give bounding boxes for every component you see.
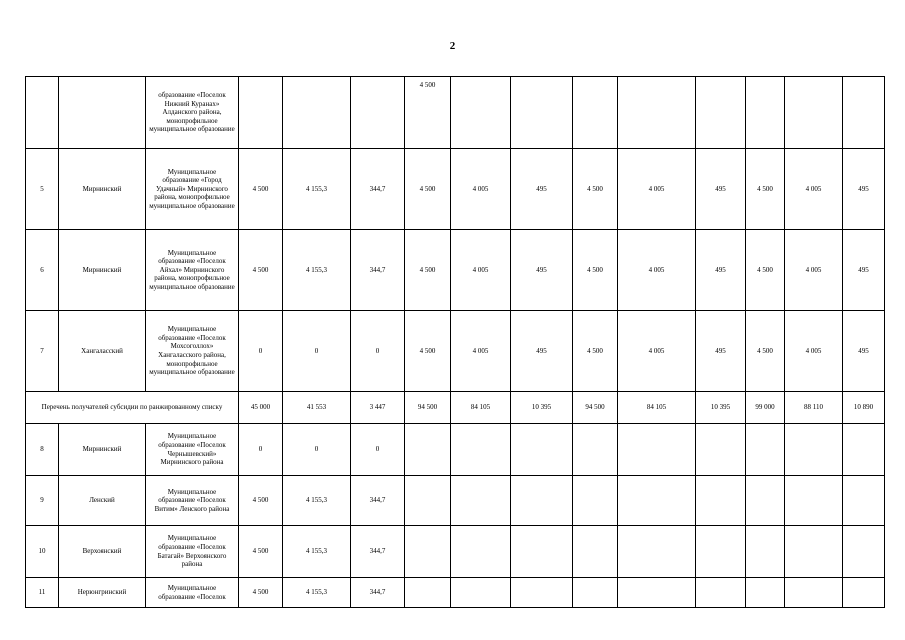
summary-value-cell: 41 553 bbox=[283, 392, 351, 424]
summary-row bbox=[26, 392, 885, 424]
value-cell: 4 005 bbox=[451, 311, 511, 392]
value-cell: 4 155,3 bbox=[283, 578, 351, 608]
region-cell: Мирнинский bbox=[59, 424, 146, 476]
summary-value-cell: 45 000 bbox=[239, 392, 283, 424]
value-cell: 4 005 bbox=[785, 149, 843, 230]
page-number: 2 bbox=[449, 40, 456, 52]
region-cell: Ленский bbox=[59, 476, 146, 526]
value-cell: 0 bbox=[351, 424, 405, 476]
value-cell: 344,7 bbox=[351, 476, 405, 526]
value-cell bbox=[785, 476, 843, 526]
value-cell bbox=[618, 424, 696, 476]
value-cell: 4 500 bbox=[573, 230, 618, 311]
value-cell: 0 bbox=[239, 311, 283, 392]
value-cell bbox=[511, 476, 573, 526]
municipality-cell: Муниципальное образование «Город Удачный» Мирнинского района, монопрофильное муниципальное образование bbox=[146, 149, 239, 230]
value-cell: 4 500 bbox=[239, 230, 283, 311]
value-cell: 4 005 bbox=[451, 230, 511, 311]
value-cell bbox=[511, 526, 573, 578]
value-cell bbox=[746, 526, 785, 578]
value-cell: 4 155,3 bbox=[283, 230, 351, 311]
summary-value-cell: 84 105 bbox=[451, 392, 511, 424]
municipality-cell: Муниципальное образование «Поселок Айхал» Мирнинского района, монопрофильное муниципальное образование bbox=[146, 230, 239, 311]
summary-value-cell: 94 500 bbox=[405, 392, 451, 424]
value-cell: 0 bbox=[239, 424, 283, 476]
summary-value-cell: 99 000 bbox=[746, 392, 785, 424]
value-cell bbox=[451, 424, 511, 476]
value-cell: 4 500 bbox=[405, 311, 451, 392]
value-cell: 4 500 bbox=[239, 476, 283, 526]
value-cell bbox=[746, 424, 785, 476]
summary-value-cell: 88 110 bbox=[785, 392, 843, 424]
row-number: 5 bbox=[26, 149, 59, 230]
value-cell bbox=[573, 578, 618, 608]
value-cell bbox=[618, 77, 696, 149]
value-cell: 4 500 bbox=[239, 578, 283, 608]
value-cell bbox=[843, 476, 885, 526]
table-row bbox=[26, 424, 885, 476]
value-cell bbox=[405, 526, 451, 578]
table-row bbox=[26, 77, 885, 149]
value-cell bbox=[696, 424, 746, 476]
value-cell bbox=[618, 526, 696, 578]
value-cell: 495 bbox=[843, 311, 885, 392]
value-cell bbox=[746, 476, 785, 526]
table-row bbox=[26, 311, 885, 392]
row-number: 6 bbox=[26, 230, 59, 311]
table-row bbox=[26, 476, 885, 526]
summary-value-cell: 10 395 bbox=[511, 392, 573, 424]
table-row bbox=[26, 149, 885, 230]
value-cell: 495 bbox=[696, 230, 746, 311]
value-cell: 495 bbox=[511, 230, 573, 311]
value-cell bbox=[511, 424, 573, 476]
summary-value-cell: 94 500 bbox=[573, 392, 618, 424]
summary-value-cell: 3 447 bbox=[351, 392, 405, 424]
region-cell: Нерюнгринский bbox=[59, 578, 146, 608]
row-number: 8 bbox=[26, 424, 59, 476]
value-cell: 495 bbox=[696, 311, 746, 392]
value-cell bbox=[511, 77, 573, 149]
value-cell bbox=[451, 77, 511, 149]
value-cell bbox=[405, 578, 451, 608]
value-cell bbox=[351, 77, 405, 149]
table-row bbox=[26, 578, 885, 608]
value-cell bbox=[785, 578, 843, 608]
value-cell bbox=[746, 578, 785, 608]
value-cell bbox=[451, 578, 511, 608]
value-cell bbox=[746, 77, 785, 149]
value-cell: 4 500 bbox=[746, 311, 785, 392]
value-cell bbox=[618, 476, 696, 526]
value-cell bbox=[843, 578, 885, 608]
value-cell: 4 500 bbox=[405, 230, 451, 311]
table-row bbox=[26, 230, 885, 311]
value-cell: 4 155,3 bbox=[283, 149, 351, 230]
value-cell bbox=[573, 476, 618, 526]
value-cell bbox=[451, 476, 511, 526]
value-cell: 4 005 bbox=[618, 230, 696, 311]
value-cell bbox=[785, 424, 843, 476]
value-cell: 495 bbox=[696, 149, 746, 230]
summary-value-cell: 84 105 bbox=[618, 392, 696, 424]
municipality-cell: Муниципальное образование «Поселок Чернышевский» Мирнинского района bbox=[146, 424, 239, 476]
value-cell bbox=[573, 424, 618, 476]
value-cell bbox=[785, 77, 843, 149]
municipality-cell: Муниципальное образование «Поселок Витим» Ленского района bbox=[146, 476, 239, 526]
value-cell: 4 500 bbox=[405, 149, 451, 230]
value-cell bbox=[618, 578, 696, 608]
value-cell bbox=[696, 526, 746, 578]
value-cell bbox=[843, 77, 885, 149]
value-cell bbox=[696, 476, 746, 526]
value-cell: 0 bbox=[283, 424, 351, 476]
region-cell: Верхоянский bbox=[59, 526, 146, 578]
region-cell: Мирнинский bbox=[59, 149, 146, 230]
value-cell bbox=[283, 77, 351, 149]
value-cell: 4 500 bbox=[573, 311, 618, 392]
value-cell: 4 005 bbox=[618, 149, 696, 230]
value-cell: 4 005 bbox=[618, 311, 696, 392]
value-cell: 4 005 bbox=[785, 311, 843, 392]
value-cell bbox=[696, 578, 746, 608]
value-cell: 495 bbox=[843, 230, 885, 311]
region-cell: Хангаласский bbox=[59, 311, 146, 392]
municipality-cell: Муниципальное образование «Поселок Мохсоголлох» Хангаласского района, монопрофильное муниципальное образование bbox=[146, 311, 239, 392]
value-cell: 495 bbox=[511, 149, 573, 230]
value-cell: 4 005 bbox=[451, 149, 511, 230]
value-cell bbox=[451, 526, 511, 578]
value-cell: 4 500 bbox=[746, 149, 785, 230]
row-number bbox=[26, 77, 59, 149]
value-cell bbox=[573, 526, 618, 578]
value-cell: 495 bbox=[511, 311, 573, 392]
value-cell: 344,7 bbox=[351, 578, 405, 608]
value-cell: 344,7 bbox=[351, 230, 405, 311]
value-cell bbox=[405, 424, 451, 476]
value-cell bbox=[405, 476, 451, 526]
value-cell: 4 500 bbox=[405, 77, 451, 149]
row-number: 7 bbox=[26, 311, 59, 392]
value-cell: 0 bbox=[351, 311, 405, 392]
value-cell bbox=[843, 424, 885, 476]
value-cell: 0 bbox=[283, 311, 351, 392]
municipality-cell: Муниципальное образование «Поселок Батагай» Верхоянского района bbox=[146, 526, 239, 578]
row-number: 9 bbox=[26, 476, 59, 526]
value-cell bbox=[239, 77, 283, 149]
subsidy-table bbox=[25, 76, 885, 608]
value-cell: 495 bbox=[843, 149, 885, 230]
value-cell: 4 500 bbox=[746, 230, 785, 311]
value-cell: 344,7 bbox=[351, 526, 405, 578]
summary-label: Перечень получателей субсидии по ранжированному списку bbox=[26, 392, 239, 424]
region-cell: Мирнинский bbox=[59, 230, 146, 311]
value-cell: 4 500 bbox=[239, 149, 283, 230]
value-cell: 4 005 bbox=[785, 230, 843, 311]
value-cell: 4 155,3 bbox=[283, 476, 351, 526]
region-cell bbox=[59, 77, 146, 149]
value-cell bbox=[696, 77, 746, 149]
value-cell bbox=[843, 526, 885, 578]
value-cell: 4 500 bbox=[573, 149, 618, 230]
value-cell: 4 500 bbox=[239, 526, 283, 578]
table-row bbox=[26, 526, 885, 578]
value-cell bbox=[785, 526, 843, 578]
value-cell bbox=[573, 77, 618, 149]
municipality-cell: Муниципальное образование «Поселок bbox=[146, 578, 239, 608]
summary-value-cell: 10 890 bbox=[843, 392, 885, 424]
value-cell: 344,7 bbox=[351, 149, 405, 230]
summary-value-cell: 10 395 bbox=[696, 392, 746, 424]
row-number: 11 bbox=[26, 578, 59, 608]
municipality-cell: образование «Поселок Нижний Куранах» Алданского района, монопрофильное муниципальное образование bbox=[146, 77, 239, 149]
row-number: 10 bbox=[26, 526, 59, 578]
value-cell bbox=[511, 578, 573, 608]
value-cell: 4 155,3 bbox=[283, 526, 351, 578]
